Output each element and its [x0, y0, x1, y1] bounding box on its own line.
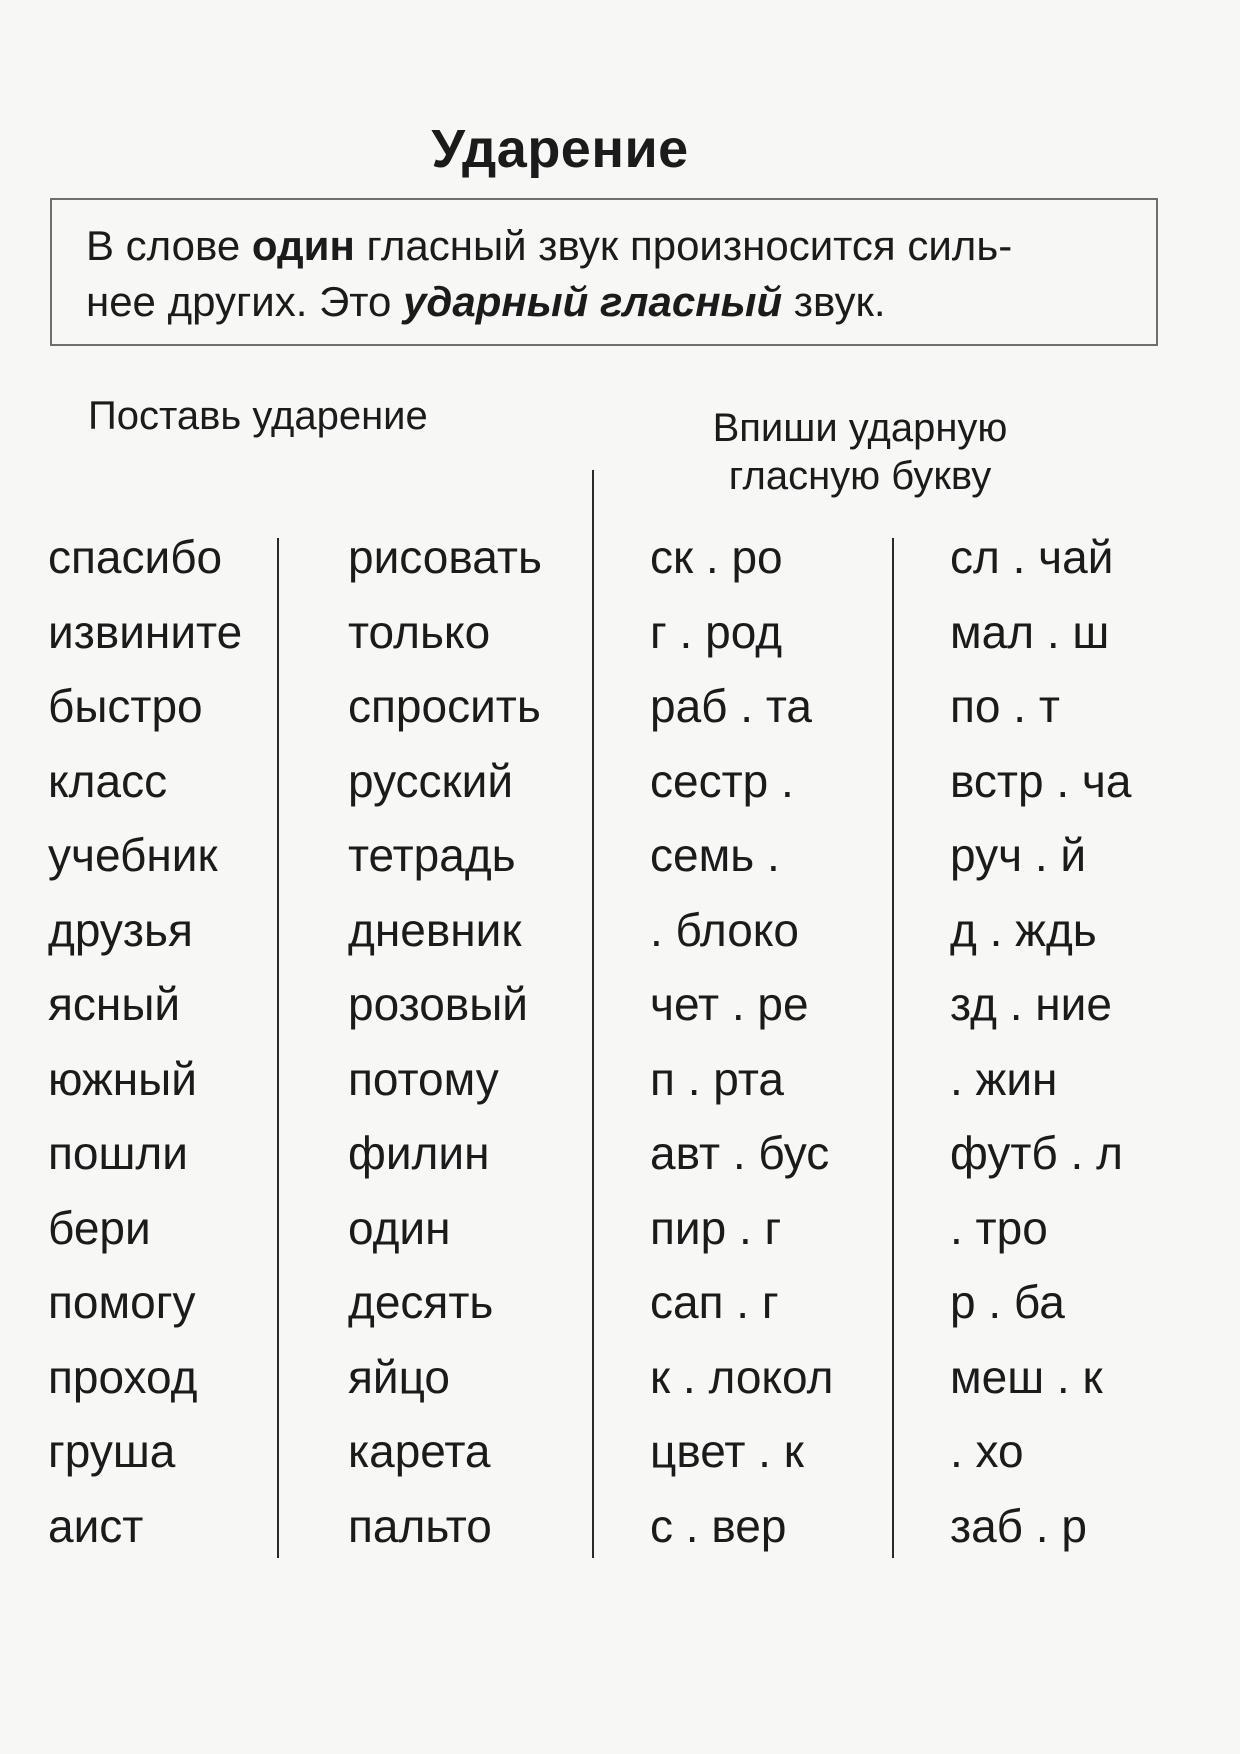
gap-word-item: мал . ш	[950, 605, 1110, 658]
rule-text: нее других. Это	[86, 278, 404, 325]
task-heading-vowel	[660, 404, 1060, 500]
word-item: пальто	[348, 1499, 492, 1552]
word-item: спросить	[348, 680, 541, 732]
divider-left-columns	[277, 538, 279, 1558]
word-item: проход	[48, 1350, 198, 1403]
gap-word-item: по . т	[950, 680, 1060, 732]
gap-word-item: сестр .	[650, 754, 794, 807]
task-heading-vowel-line-2: гласную букву	[728, 454, 992, 498]
rule-line-2	[86, 274, 1126, 330]
word-item: помогу	[48, 1276, 196, 1328]
word-item: филин	[348, 1127, 490, 1179]
gap-word-item: футб . л	[950, 1127, 1123, 1179]
rule-box	[50, 198, 1158, 346]
word-item: друзья	[48, 903, 193, 956]
rule-bold-word: один	[251, 222, 355, 269]
gap-word-item: . блоко	[650, 903, 800, 956]
gap-word-item: к . локол	[650, 1350, 834, 1403]
divider-right-columns	[892, 538, 894, 1558]
word-column-3	[650, 520, 833, 1563]
gap-word-item: заб . р	[950, 1499, 1087, 1552]
rule-term: ударный гласный	[403, 278, 783, 325]
word-item: учебник	[48, 829, 218, 881]
rule-line-1	[86, 218, 1126, 274]
word-item: спасибо	[48, 531, 223, 583]
gap-word-item: р . ба	[950, 1276, 1065, 1328]
gap-word-item: авт . бус	[650, 1127, 830, 1179]
task-heading-stress: Поставь ударение	[88, 394, 428, 438]
word-item: рисовать	[348, 531, 542, 583]
gap-word-item: п . рта	[650, 1052, 784, 1105]
gap-word-item: руч . й	[950, 829, 1087, 881]
word-item: извините	[48, 605, 243, 658]
word-item: карета	[348, 1425, 491, 1477]
gap-word-item: сл . чай	[950, 531, 1114, 583]
gap-word-item: . жин	[950, 1052, 1058, 1105]
word-column-1	[48, 520, 242, 1563]
word-item: десять	[348, 1276, 494, 1328]
divider-main	[592, 470, 594, 1558]
word-item: русский	[348, 754, 514, 807]
gap-word-item: раб . та	[650, 680, 812, 732]
rule-text: В слове	[86, 222, 252, 269]
word-item: пошли	[48, 1127, 188, 1179]
gap-word-item: . тро	[950, 1201, 1048, 1254]
gap-word-item: цвет . к	[650, 1425, 804, 1477]
word-item: розовый	[348, 978, 529, 1030]
gap-word-item: меш . к	[950, 1350, 1103, 1403]
word-item: потому	[348, 1052, 499, 1105]
word-item: только	[348, 605, 491, 658]
gap-word-item: г . род	[650, 605, 783, 658]
gap-word-item: сап . г	[650, 1276, 779, 1328]
rule-text: гласный звук произносится силь-	[354, 222, 1013, 269]
gap-word-item: встр . ча	[950, 754, 1132, 807]
word-column-2	[348, 520, 542, 1563]
word-item: один	[348, 1201, 451, 1254]
word-item: бери	[48, 1201, 151, 1254]
gap-word-item: . хо	[950, 1425, 1024, 1477]
word-item: груша	[48, 1425, 176, 1477]
word-item: аист	[48, 1499, 144, 1552]
gap-word-item: ск . ро	[650, 531, 783, 583]
gap-word-item: зд . ние	[950, 978, 1112, 1030]
page-title: Ударение	[431, 119, 689, 179]
word-column-4	[950, 520, 1131, 1563]
gap-word-item: с . вер	[650, 1499, 787, 1552]
gap-word-item: д . ждь	[950, 903, 1097, 956]
word-item: ясный	[48, 978, 181, 1030]
gap-word-item: семь .	[650, 829, 780, 881]
word-item: яйцо	[348, 1350, 451, 1403]
task-heading-vowel-line-1: Впиши ударную	[712, 406, 1008, 450]
gap-word-item: пир . г	[650, 1201, 782, 1254]
word-item: дневник	[348, 903, 522, 956]
word-item: быстро	[48, 680, 203, 732]
gap-word-item: чет . ре	[650, 978, 809, 1030]
word-item: класс	[48, 754, 168, 807]
rule-text: звук.	[782, 278, 886, 325]
word-item: южный	[48, 1052, 197, 1105]
word-item: тетрадь	[348, 829, 516, 881]
